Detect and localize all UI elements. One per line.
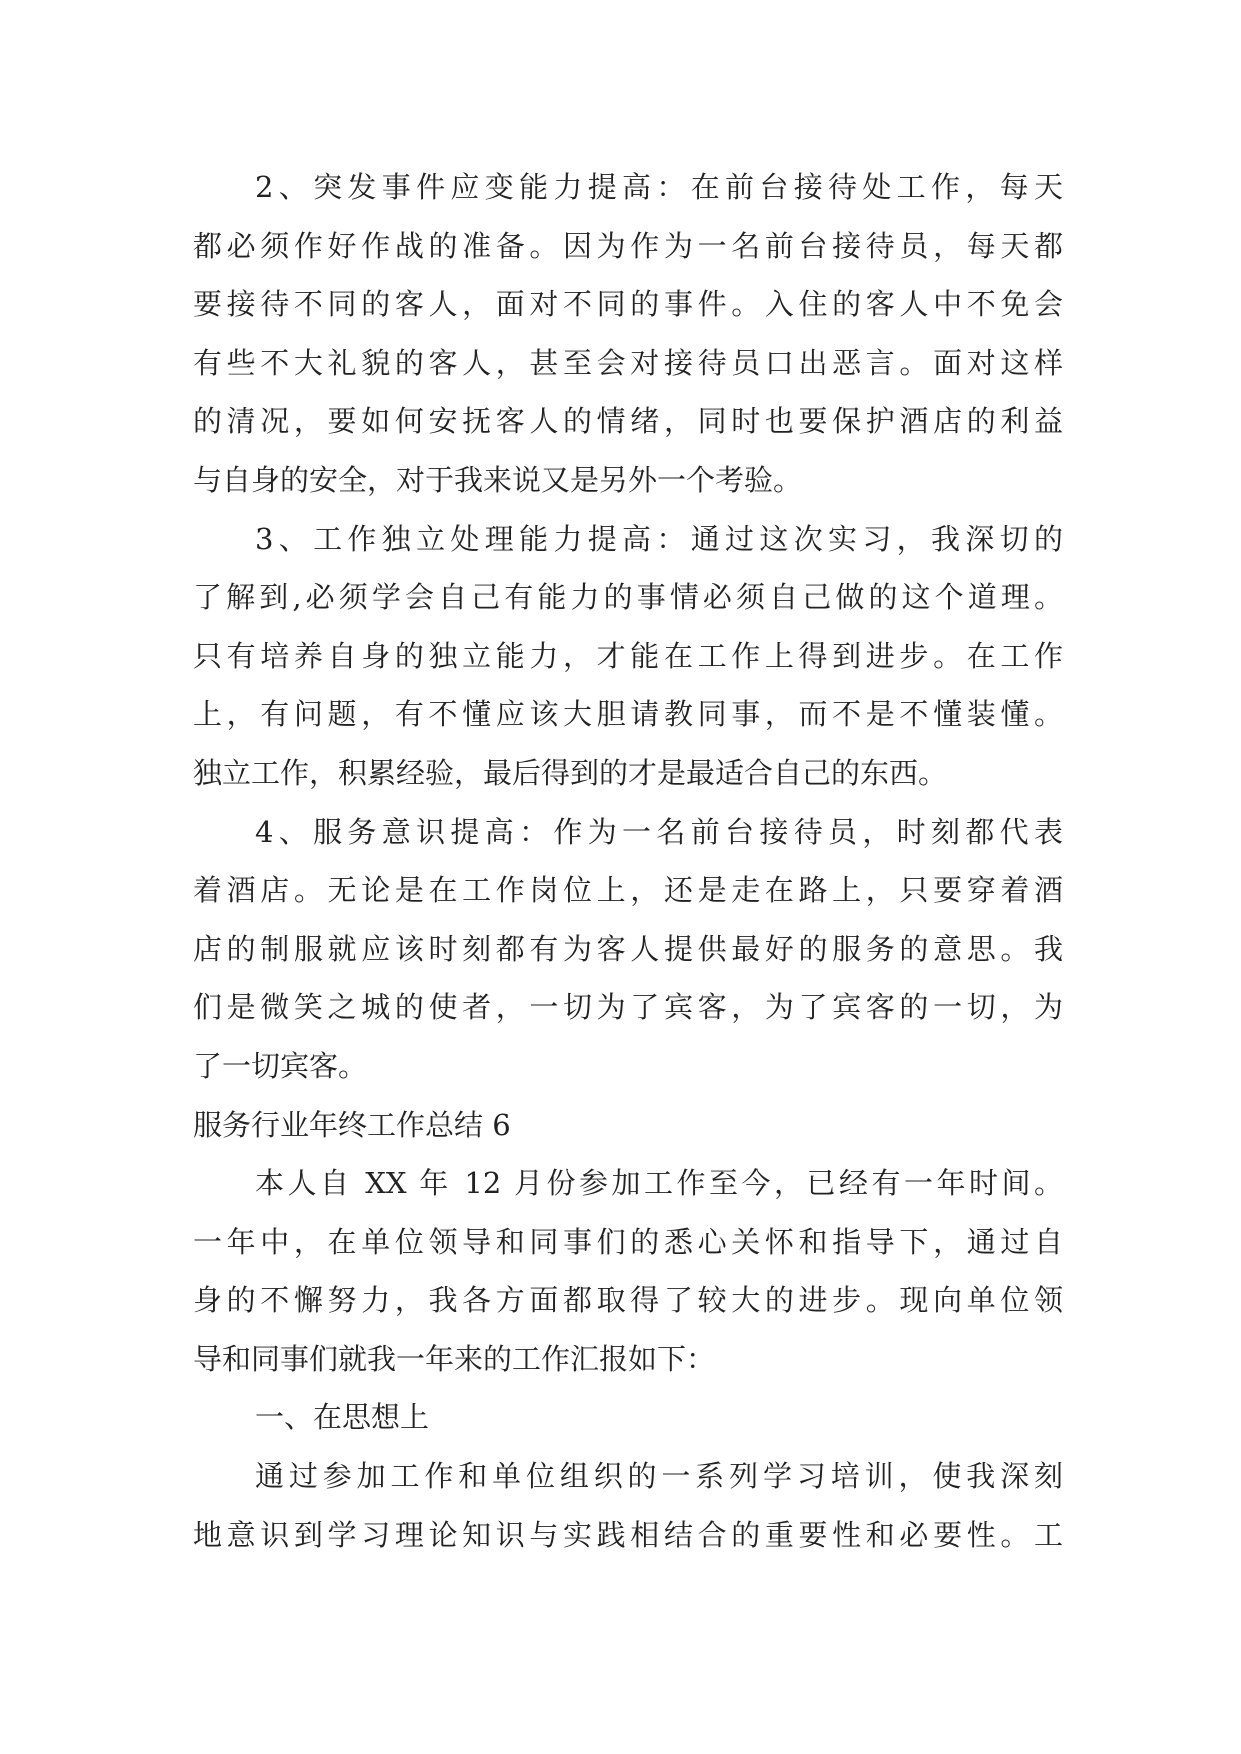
paragraph-line: 4、服务意识提高：作为一名前台接待员，时刻都代表 [255,814,1063,849]
paragraph-line: 2、突发事件应变能力提高：在前台接待处工作，每天 [255,170,1063,204]
paragraph-line: 店的制服就应该时刻都有为客人提供最好的服务的意思。我 [193,931,1063,966]
paragraph-line: 了解到,必须学会自己有能力的事情必须自己做的这个道理。 [193,580,1063,615]
paragraph-line: 本人自 XX 年 12 月份参加工作至今，已经有一年时间。 [255,1166,1063,1201]
paragraph-line: 上，有问题，有不懂应该大胆请教同事，而不是不懂装懂。 [193,697,1063,732]
paragraph-line: 着酒店。无论是在工作岗位上，还是走在路上，只要穿着酒 [193,873,1063,908]
paragraph-line: 们是微笑之城的使者，一切为了宾客，为了宾客的一切，为 [193,990,1063,1025]
paragraph-line: 导和同事们就我一年来的工作汇报如下： [193,1341,716,1376]
subsection-heading: 一、在思想上 [255,1400,430,1435]
paragraph-line: 了一切宾客。 [193,1048,368,1083]
paragraph-line: 一年中，在单位领导和同事们的悉心关怀和指导下，通过自 [193,1224,1063,1259]
paragraph-line: 要接待不同的客人，面对不同的事件。入住的客人中不免会 [193,287,1063,322]
section-heading: 服务行业年终工作总结 6 [193,1107,511,1142]
paragraph-line: 与自身的安全，对于我来说又是另外一个考验。 [193,462,803,497]
paragraph-line: 都必须作好作战的准备。因为作为一名前台接待员，每天都 [193,228,1063,263]
paragraph-line: 通过参加工作和单位组织的一系列学习培训，使我深刻 [255,1459,1063,1494]
paragraph-line: 的清况，要如何安抚客人的情绪，同时也要保护酒店的利益 [193,404,1063,439]
paragraph-line: 独立工作，积累经验，最后得到的才是最适合自己的东西。 [193,755,948,790]
paragraph-line: 有些不大礼貌的客人，甚至会对接待员口出恶言。面对这样 [193,345,1063,380]
paragraph-line: 3、工作独立处理能力提高：通过这次实习，我深切的 [255,521,1063,556]
paragraph-line: 只有培养自身的独立能力，才能在工作上得到进步。在工作 [193,638,1063,673]
document-body [193,158,1063,1564]
paragraph-line: 地意识到学习理论知识与实践相结合的重要性和必要性。工 [193,1517,1063,1552]
paragraph-line: 身的不懈努力，我各方面都取得了较大的进步。现向单位领 [193,1283,1063,1318]
